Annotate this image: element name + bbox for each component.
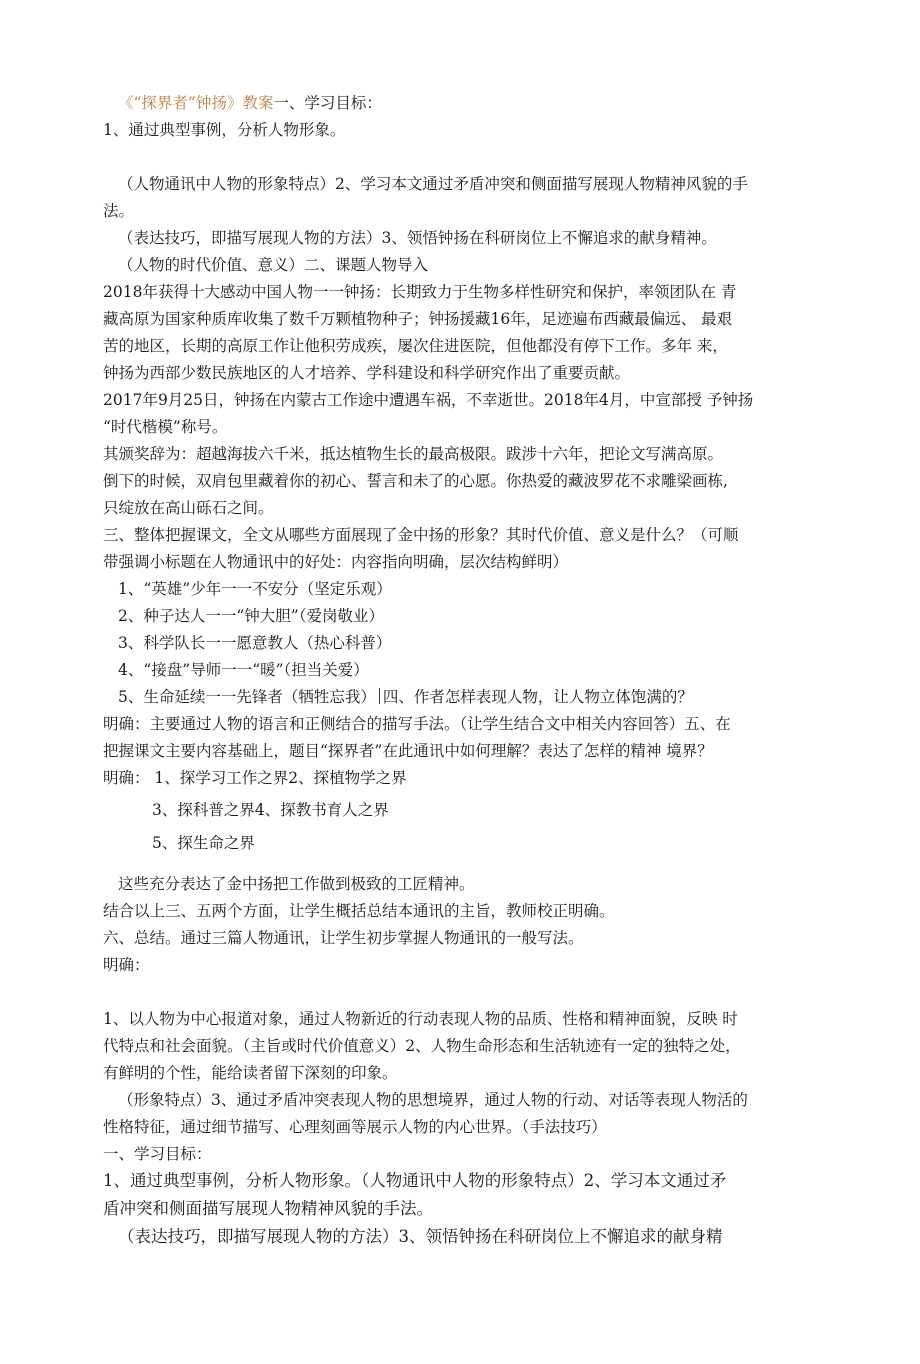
paragraph-line: 明确：主要通过人物的语言和正侧结合的描写手法。（让学生结合文中相关内容回答）五、在 — [103, 715, 731, 733]
list-item: 3、探科普之界4、探教书育人之界 — [152, 801, 389, 819]
section-heading: 四、作者怎样表现人物，让人物立体饱满的？ — [382, 688, 693, 706]
paragraph-line: 藏高原为国家种质库收集了数千万颗植物种子；钟扬援藏16年，足迹遍布西藏最偏远、 最艰 — [103, 310, 733, 328]
paragraph-line: 只绽放在高山砾石之间。 — [103, 499, 274, 517]
paragraph-line: （人物的时代价值、意义）二、课题人物导入 — [118, 256, 429, 274]
paragraph-line: “时代楷模”称号。 — [103, 418, 228, 436]
list-item-line — [118, 684, 833, 710]
paragraph-line: 盾冲突和侧面描写展现人物精神风貌的手法。 — [103, 1199, 433, 1218]
paragraph-line: 其颁奖辞为：超越海拔六千米，抵达植物生长的最高极限。跋涉十六年，把论文写满高原。 — [103, 445, 724, 463]
text-cursor-mark — [379, 688, 380, 704]
paragraph-line: （人物通讯中人物的形象特点）2、学习本文通过矛盾冲突和侧面描写展现人物精神风貌的手 — [118, 175, 748, 193]
paragraph-line: （表达技巧，即描写展现人物的方法）3、领悟钟扬在科研岗位上不懈追求的献身精 — [118, 1227, 723, 1246]
paragraph-line: 六、总结。通过三篇人物通讯，让学生初步掌握人物通讯的一般写法。 — [103, 929, 584, 947]
paragraph-line: 2018年获得十大感动中国人物一一钟扬：长期致力于生物多样性研究和保护，率领团队在 青 — [103, 283, 737, 301]
paragraph-line: 2017年9月25日，钟扬在内蒙古工作途中遭遇车祸，不幸逝世。2018年4月，中宣部授 予钟扬 — [103, 391, 754, 409]
section-heading: 一、学习目标： — [103, 1145, 212, 1163]
paragraph-line: 带强调小标题在人物通讯中的好处：内容指向明确，层次结构鲜明） — [103, 553, 569, 571]
paragraph-line: 法。 — [103, 202, 135, 220]
paragraph-line: 1、通过典型事例，分析人物形象。（人物通讯中人物的形象特点）2、学习本文通过矛 — [103, 1171, 727, 1190]
paragraph-line: 把握课文主要内容基础上，题目“探界者”在此通讯中如何理解？表达了怎样的精神 境界？ — [103, 742, 713, 760]
paragraph-line: 明确： 1、探学习工作之界2、探植物学之界 — [103, 769, 407, 787]
list-item: 5、探生命之界 — [152, 834, 255, 852]
paragraph-line: 1、通过典型事例，分析人物形象。 — [103, 121, 346, 139]
paragraph-line: 1、以人物为中心报道对象，通过人物新近的行动表现人物的品质、性格和精神面貌，反映 时 — [103, 1010, 738, 1028]
list-item: 3、科学队长一一愿意教人（热心科普） — [118, 634, 392, 652]
list-item: 4、“接盘”导师一一“暖”（担当关爱） — [118, 661, 369, 679]
list-item: 5、生命延续一一先锋者（牺牲忘我） — [118, 688, 376, 706]
paragraph-line: 性格特征，通过细节描写、心理刻画等展示人物的内心世界。（手法技巧） — [103, 1118, 607, 1136]
paragraph-line: 明确： — [103, 956, 150, 974]
paragraph-line: 有鲜明的个性，能给读者留下深刻的印象。 — [103, 1064, 398, 1082]
doc-title: 《“探界者”钟扬》教案 — [118, 94, 274, 112]
paragraph-line: 这些充分表达了金中扬把工作做到极致的工匠精神。 — [118, 875, 475, 893]
list-item: 2、种子达人一一“钟大胆”（爱岗敬业） — [118, 607, 384, 625]
list-item: 1、“英雄”少年一一不安分（坚定乐观） — [118, 580, 392, 598]
paragraph-line: 结合以上三、五两个方面，让学生概括总结本通讯的主旨，教师校正明确。 — [103, 902, 615, 920]
paragraph-line: 倒下的时候，双肩包里藏着你的初心、誓言和未了的心愿。你热爱的藏波罗花不求雕梁画栋, — [103, 472, 728, 490]
paragraph-line: （形象特点）3、通过矛盾冲突表现人物的思想境界，通过人物的行动、对话等表现人物活的 — [118, 1091, 748, 1109]
paragraph-line: 苦的地区，长期的高原工作让他积劳成疾，屡次住进医院，但他都没有停下工作。多年 来， — [103, 337, 728, 355]
paragraph-line: （表达技巧，即描写展现人物的方法）3、领悟钟扬在科研岗位上不懈追求的献身精神。 — [118, 229, 717, 247]
paragraph-line: 钟扬为西部少数民族地区的人才培养、学科建设和科学研究作出了重要贡献。 — [103, 364, 631, 382]
title-line — [118, 90, 833, 116]
paragraph-line: 代特点和社会面貌。（主旨或时代价值意义）2、人物生命形态和生活轨迹有一定的独特之处， — [103, 1037, 741, 1055]
section-heading: 一、学习目标： — [273, 94, 382, 112]
paragraph-line: 三、整体把握课文，全文从哪些方面展现了金中扬的形象？其时代价值、意义是什么？（可顺 — [103, 526, 739, 544]
